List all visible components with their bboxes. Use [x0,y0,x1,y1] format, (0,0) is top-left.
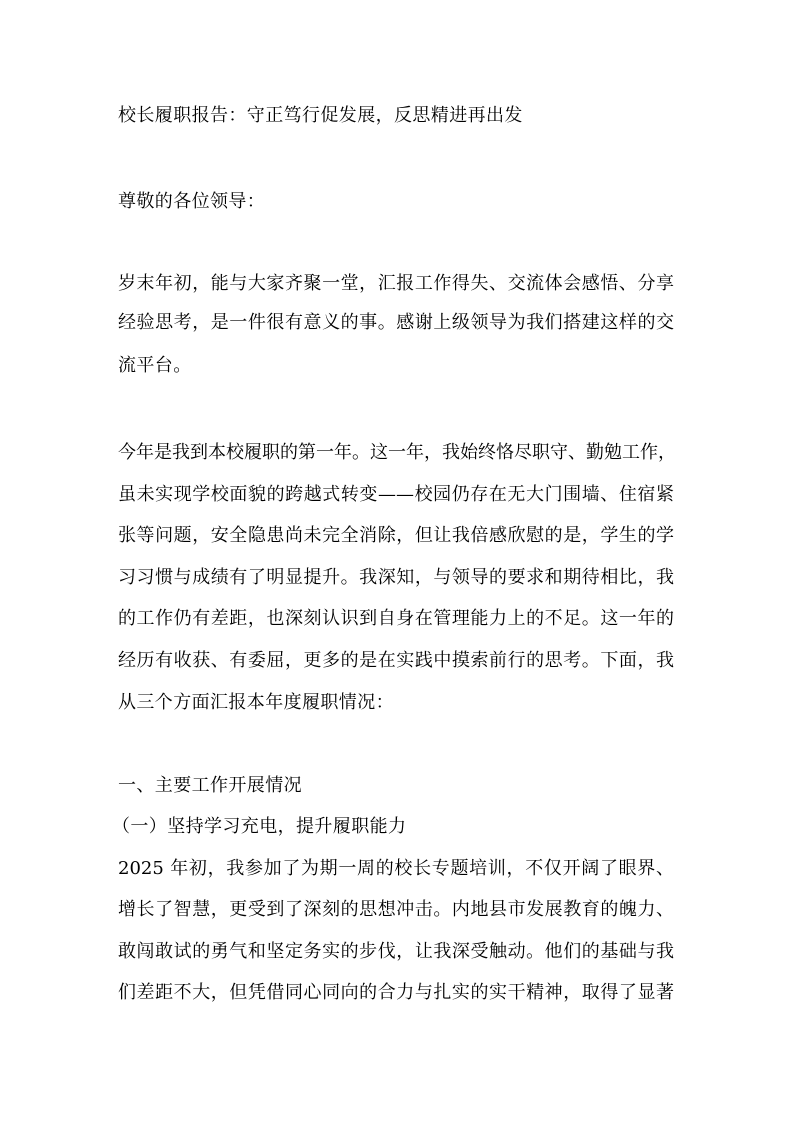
paragraph-line: 敢闯敢试的勇气和坚定务实的步伐，让我深受触动。他们的基础与我 [118,941,674,962]
paragraph-line: 习习惯与成绩有了明显提升。我深知，与领导的要求和期待相比，我 [118,567,674,588]
paragraph-line: 经验思考，是一件很有意义的事。感谢上级领导为我们搭建这样的交 [118,312,674,333]
report-title: 校长履职报告：守正笃行促发展，反思精进再出发 [118,105,523,126]
salutation: 尊敬的各位领导： [118,191,266,212]
section-heading: 一、主要工作开展情况 [118,775,302,796]
subsection-heading: （一）坚持学习充电，提升履职能力 [112,816,407,837]
paragraph-line: 们差距不大，但凭借同心同向的合力与扎实的实干精神，取得了显著 [118,982,674,1003]
paragraph-line: 岁末年初，能与大家齐聚一堂，汇报工作得失、交流体会感悟、分享 [118,273,674,294]
paragraph-line: 2025 年初，我参加了为期一周的校长专题培训，不仅开阔了眼界、 [118,858,674,879]
paragraph-line: 流平台。 [118,355,192,376]
paragraph-line: 虽未实现学校面貌的跨越式转变——校园仍存在无大门围墙、住宿紧 [118,484,674,505]
paragraph-line: 今年是我到本校履职的第一年。这一年，我始终恪尽职守、勤勉工作， [118,442,676,463]
paragraph-line: 的工作仍有差距，也深刻认识到自身在管理能力上的不足。这一年的 [118,608,674,629]
paragraph-line: 经历有收获、有委屈，更多的是在实践中摸索前行的思考。下面，我 [118,650,674,671]
paragraph-line: 从三个方面汇报本年度履职情况： [118,692,394,713]
paragraph-line: 增长了智慧，更受到了深刻的思想冲击。内地县市发展教育的魄力、 [118,899,674,920]
paragraph-line: 张等问题，安全隐患尚未完全消除，但让我倍感欣慰的是，学生的学 [118,525,674,546]
